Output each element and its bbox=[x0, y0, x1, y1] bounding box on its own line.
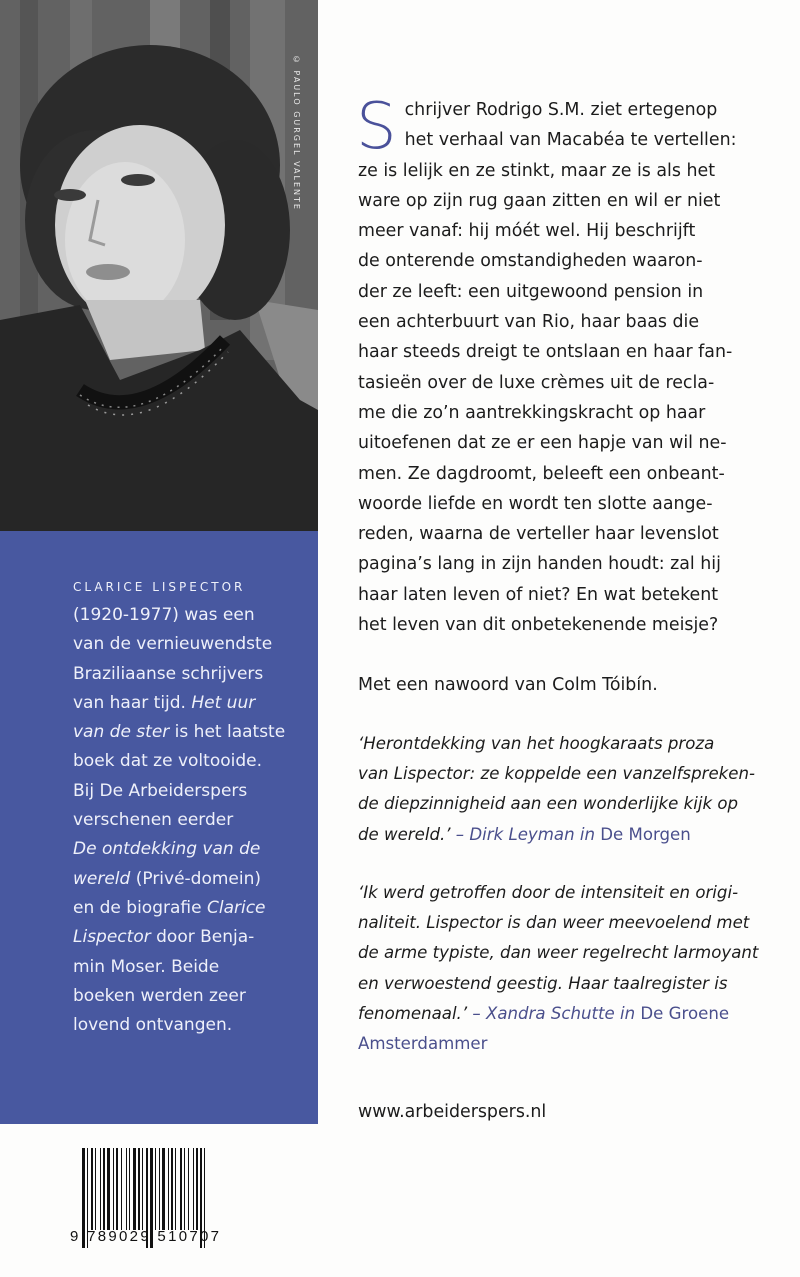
author-photo bbox=[0, 0, 318, 531]
book-title: van de ster bbox=[73, 722, 170, 743]
synopsis-line: de onterende omstandigheden waaron- bbox=[358, 251, 703, 272]
synopsis-line: haar laten leven of niet? En wat betekent bbox=[358, 584, 719, 605]
quote-line: van Lispector: ze koppelde een vanzelfspreken- bbox=[358, 763, 755, 783]
book-title: Lispector bbox=[73, 927, 151, 948]
bio-text-span: Braziliaanse schrijvers bbox=[73, 663, 264, 684]
synopsis-line: pagina’s lang in zijn handen houdt: zal hij bbox=[358, 554, 721, 575]
bio-text-span: van haar tijd. bbox=[73, 692, 192, 713]
bio-line bbox=[73, 660, 308, 689]
bio-text-span: Bij De Arbeiderspers bbox=[73, 780, 248, 801]
author-bio-panel bbox=[0, 531, 318, 1124]
quote-line: de diepzinnigheid aan een wonderlijke kijk op bbox=[358, 794, 739, 814]
reviewer-name: – Xandra Schutte in bbox=[472, 1004, 641, 1024]
bio-text-span: (1920-1977) was een bbox=[73, 605, 255, 625]
bio-text-span: en de biografie bbox=[73, 897, 207, 918]
bio-text-span: boek dat ze voltooide. bbox=[73, 751, 262, 772]
quote-text: fenomenaal.’ bbox=[358, 1004, 473, 1024]
synopsis-line: het verhaal van Macabéa te vertellen: bbox=[404, 130, 737, 151]
book-title: Clarice bbox=[206, 897, 266, 918]
quote-text: de wereld.’ bbox=[358, 824, 456, 844]
synopsis-line: men. Ze dagdroomt, beleeft een onbeant- bbox=[358, 463, 725, 484]
author-name: CLARICE LISPECTOR bbox=[73, 580, 246, 594]
reviewer-name: – Dirk Leyman in bbox=[455, 824, 601, 844]
author-bio bbox=[73, 575, 308, 1040]
quote-line: ‘Ik werd getroffen door de intensiteit en origi- bbox=[358, 882, 739, 902]
portrait-illustration bbox=[0, 0, 318, 531]
afterword-note: Met een nawoord van Colm Tóibín. bbox=[358, 675, 658, 696]
bio-line bbox=[73, 894, 308, 923]
publication-name: De Morgen bbox=[600, 824, 691, 844]
photo-credit: © PAULO GURGEL VALENTE bbox=[292, 55, 301, 211]
bio-text-span: verschenen eerder bbox=[73, 810, 234, 831]
synopsis-line: meer vanaf: hij móét wel. Hij beschrijft bbox=[358, 221, 696, 242]
bio-line bbox=[73, 835, 308, 864]
bio-line bbox=[73, 865, 308, 894]
publication-name: De Groene bbox=[640, 1004, 730, 1024]
bio-line bbox=[73, 718, 308, 747]
synopsis-line: reden, waarna de verteller haar levenslot bbox=[358, 524, 719, 545]
synopsis-line: tasieën over de luxe crèmes uit de recla- bbox=[358, 372, 715, 393]
synopsis-line: uitoefenen dat ze er een hapje van wil ne- bbox=[358, 433, 727, 454]
bio-line bbox=[73, 1011, 308, 1040]
synopsis-line: woorde liefde en wordt ten slotte aange- bbox=[358, 493, 713, 514]
book-title: De ontdekking van de bbox=[73, 839, 261, 860]
quote-line: en verwoestend geestig. Haar taalregister is bbox=[358, 973, 728, 993]
review-attribution bbox=[472, 1004, 729, 1023]
book-title: wereld bbox=[73, 868, 131, 889]
bio-line bbox=[73, 923, 308, 952]
left-column bbox=[0, 0, 318, 1277]
bio-text-span: door Benja- bbox=[150, 927, 255, 948]
quote-line: de arme typiste, dan weer regelrecht larmoyant bbox=[358, 943, 759, 963]
isbn-digits: 9 789029 510707 bbox=[70, 1228, 222, 1245]
back-cover-text bbox=[356, 90, 773, 1060]
bio-line bbox=[73, 747, 308, 776]
bio-line bbox=[73, 630, 308, 659]
bio-text-span: min Moser. Beide bbox=[73, 956, 220, 977]
bio-text-span: van de vernieuwendste bbox=[73, 634, 273, 655]
bio-line bbox=[73, 689, 308, 718]
synopsis-line: het leven van dit onbetekenende meisje? bbox=[358, 615, 719, 636]
bio-line bbox=[73, 601, 308, 630]
drop-cap: S bbox=[356, 90, 397, 164]
bio-line bbox=[73, 777, 308, 806]
review-attribution bbox=[456, 825, 691, 844]
quote-line-final bbox=[358, 820, 773, 850]
synopsis-line: ware op zijn rug gaan zitten en wil er niet bbox=[358, 190, 721, 211]
bio-text-span: is het laatste bbox=[169, 722, 286, 743]
bio-text-span: (Privé-domein) bbox=[130, 868, 262, 889]
synopsis-line: haar steeds dreigt te ontslaan en haar fan- bbox=[358, 342, 733, 363]
bio-text-span: boeken werden zeer bbox=[73, 985, 246, 1006]
isbn-barcode bbox=[70, 1148, 250, 1258]
synopsis-line: me die zo’n aantrekkingskracht op haar bbox=[358, 402, 706, 423]
synopsis bbox=[356, 90, 773, 640]
review-quote-2 bbox=[358, 878, 773, 1060]
bio-line bbox=[73, 806, 308, 835]
bio-text bbox=[73, 601, 308, 1040]
bio-text-span: lovend ontvangen. bbox=[73, 1015, 233, 1036]
bio-line bbox=[73, 953, 308, 982]
quote-line-final bbox=[358, 999, 773, 1029]
synopsis-line: chrijver Rodrigo S.M. ziet ertegenop bbox=[404, 100, 718, 120]
quote-line: naliteit. Lispector is dan weer meevoelend met bbox=[358, 913, 750, 933]
synopsis-line: der ze leeft: een uitgewoond pension in bbox=[358, 281, 704, 302]
quote-line: ‘Herontdekking van het hoogkaraats proza bbox=[358, 733, 715, 753]
synopsis-line: een achterbuurt van Rio, haar baas die bbox=[358, 312, 700, 333]
synopsis-lines bbox=[356, 90, 773, 640]
book-title: Het uur bbox=[191, 692, 256, 713]
synopsis-line: ze is lelijk en ze stinkt, maar ze is als het bbox=[358, 160, 716, 181]
review-quote-1 bbox=[358, 729, 773, 850]
bio-line bbox=[73, 982, 308, 1011]
publication-name-cont: Amsterdammer bbox=[358, 1034, 488, 1054]
publisher-website[interactable]: www.arbeiderspers.nl bbox=[358, 1102, 547, 1122]
